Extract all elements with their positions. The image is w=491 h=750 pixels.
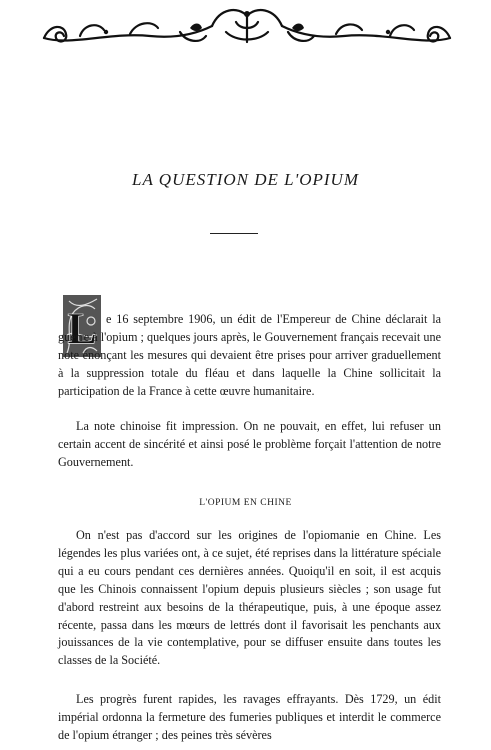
- section-heading: L'OPIUM EN CHINE: [199, 498, 292, 508]
- paragraph-1: e 16 septembre 1906, un édit de l'Empereur de Chine déclarait la guerre à l'opium ; quelques jours après, le Gouvernement français recevait une note énonçant les mesures qui devaient être prises pour arriver graduellement à la suppression totale du fléau et dans laquelle la Chine sollicitait la participation de la France à cette œuvre humanitaire.: [58, 312, 441, 398]
- paragraph-2: La note chinoise fit impression. On ne pouvait, en effet, lui refuser un certain accent de sincérité et ainsi posé le problème forçait l'attention de notre Gouvernement.: [58, 419, 441, 469]
- headpiece-ornament: [40, 2, 454, 50]
- floral-ornament-icon: [40, 2, 454, 50]
- chapter-title: LA QUESTION DE L'OPIUM: [132, 170, 359, 189]
- title-divider: [210, 233, 258, 234]
- dropcap-letter: L: [67, 304, 97, 353]
- paragraph-3: On n'est pas d'accord sur les origines de l'opiomanie en Chine. Les légendes les plus variées ont, à ce sujet, été reprises dans la littérature spéciale qui a eu cours pendant ces dernières années. Quoiqu'il en soit, il est acquis que les Chinois connaissent l'opium depuis plusieurs siècles ; son usage fut d'abord restreint aux besoins de la thérapeutique, puis, à une époque assez récente, passa dans les mœurs de lettrés dont il favorisait les penchants aux jouissances de la vie contemplative, pour se diffuser ensuite dans toutes les classes de la Société.: [58, 528, 441, 668]
- paragraph-4: Les progrès furent rapides, les ravages effrayants. Dès 1729, un édit impérial ordonna la fermeture des fumeries publiques et interdit le commerce de l'opium étranger ; des peines très sévères: [58, 692, 441, 742]
